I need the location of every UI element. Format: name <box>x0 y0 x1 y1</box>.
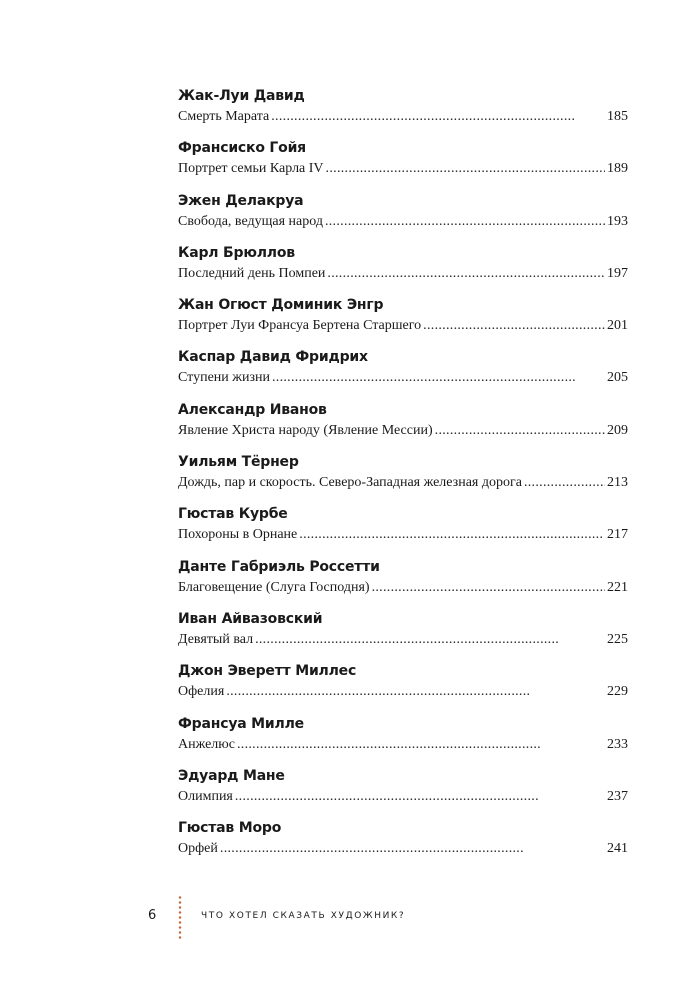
artist-name: Жан Огюст Доминик Энгр <box>178 297 384 314</box>
toc-line[interactable] <box>178 473 628 495</box>
page-number: 209 <box>607 422 628 438</box>
page-number: 233 <box>607 736 628 752</box>
toc-entry <box>178 661 628 713</box>
toc-line[interactable] <box>178 316 628 338</box>
folio-page-number: 6 <box>148 908 157 923</box>
toc-entry <box>178 818 628 870</box>
dot-leader <box>272 368 605 388</box>
toc-entry <box>178 766 628 818</box>
toc-entry <box>178 86 628 138</box>
toc-entry <box>178 347 628 399</box>
dot-leader <box>299 525 605 545</box>
artist-name: Уильям Тёрнер <box>178 454 299 471</box>
artist-name: Каспар Давид Фридрих <box>178 349 368 366</box>
artist-name: Эдуард Мане <box>178 767 285 784</box>
artwork-title: Портрет семьи Карла IV <box>178 161 324 177</box>
dotted-divider-ornament <box>178 895 182 941</box>
toc-line[interactable] <box>178 368 628 390</box>
artwork-title: Орфей <box>178 841 218 857</box>
dot-leader <box>271 107 605 127</box>
artwork-title: Свобода, ведущая народ <box>178 213 323 229</box>
artwork-title: Дождь, пар и скорость. Северо-Западная железная дорога <box>178 475 522 491</box>
toc-line[interactable] <box>178 839 628 861</box>
artist-name: Жак-Луи Давид <box>178 88 305 104</box>
toc-line[interactable] <box>178 682 628 704</box>
artwork-title: Девятый вал <box>178 631 254 647</box>
dot-leader <box>226 682 605 702</box>
dot-leader <box>220 839 605 859</box>
page-number: 221 <box>607 579 628 595</box>
artist-name: Данте Габриэль Россетти <box>178 558 380 575</box>
page-footer <box>148 892 548 944</box>
toc-line[interactable] <box>178 421 628 443</box>
artwork-title: Похороны в Орнане <box>178 527 298 543</box>
toc-entry <box>178 138 628 190</box>
artwork-title: Ступени жизни <box>178 370 270 386</box>
page-number: 213 <box>607 475 628 491</box>
dot-leader <box>235 787 605 807</box>
page-number: 225 <box>607 631 628 647</box>
page-number: 217 <box>607 527 628 543</box>
toc-entry <box>178 243 628 295</box>
toc-line[interactable] <box>178 264 628 286</box>
artwork-title: Офелия <box>178 684 225 700</box>
toc-entry <box>178 191 628 243</box>
dot-leader <box>237 735 605 755</box>
page-number: 201 <box>607 318 628 334</box>
table-of-contents <box>178 86 628 870</box>
toc-entry <box>178 295 628 347</box>
artist-name: Карл Брюллов <box>178 244 295 261</box>
toc-line[interactable] <box>178 787 628 809</box>
dot-leader <box>372 578 605 598</box>
artwork-title: Явление Христа народу (Явление Мессии) <box>178 422 433 438</box>
page-number: 229 <box>607 684 628 700</box>
dot-leader <box>326 159 605 179</box>
artwork-title: Последний день Помпеи <box>178 265 326 281</box>
artist-name: Франсиско Гойя <box>178 140 306 157</box>
artist-name: Эжен Делакруа <box>178 192 304 209</box>
page-number: 197 <box>607 265 628 281</box>
dot-leader <box>435 421 605 441</box>
toc-entry <box>178 557 628 609</box>
artist-name: Джон Эверетт Миллес <box>178 663 357 680</box>
artist-name: Иван Айвазовский <box>178 610 323 627</box>
page-number: 185 <box>607 109 628 124</box>
artwork-title: Олимпия <box>178 788 233 804</box>
toc-entry <box>178 452 628 504</box>
artist-name: Франсуа Милле <box>178 715 304 732</box>
artwork-title: Смерть Марата <box>178 109 270 124</box>
dot-leader <box>423 316 605 336</box>
toc-entry <box>178 400 628 452</box>
artwork-title: Благовещение (Слуга Господня) <box>178 579 370 595</box>
dot-leader <box>255 630 605 650</box>
artwork-title: Анжелюс <box>178 736 235 752</box>
running-head: ЧТО ХОТЕЛ СКАЗАТЬ ХУДОЖНИК? <box>201 911 406 921</box>
toc-line[interactable] <box>178 212 628 234</box>
page-number: 237 <box>607 788 628 804</box>
toc-entry <box>178 609 628 661</box>
page-number: 189 <box>607 161 628 177</box>
toc-line[interactable] <box>178 159 628 181</box>
artist-name: Гюстав Моро <box>178 820 282 837</box>
artist-name: Александр Иванов <box>178 401 327 418</box>
dot-leader <box>524 473 605 493</box>
toc-entry <box>178 714 628 766</box>
toc-line[interactable] <box>178 735 628 757</box>
toc-line[interactable] <box>178 107 628 129</box>
page-number: 241 <box>607 841 628 857</box>
toc-line[interactable] <box>178 525 628 547</box>
artwork-title: Портрет Луи Франсуа Бертена Старшего <box>178 318 422 334</box>
artist-name: Гюстав Курбе <box>178 506 288 523</box>
dot-leader <box>327 264 605 284</box>
toc-line[interactable] <box>178 578 628 600</box>
page-number: 205 <box>607 370 628 386</box>
dot-leader <box>325 212 605 232</box>
toc-line[interactable] <box>178 630 628 652</box>
toc-entry <box>178 504 628 556</box>
page-number: 193 <box>607 213 628 229</box>
